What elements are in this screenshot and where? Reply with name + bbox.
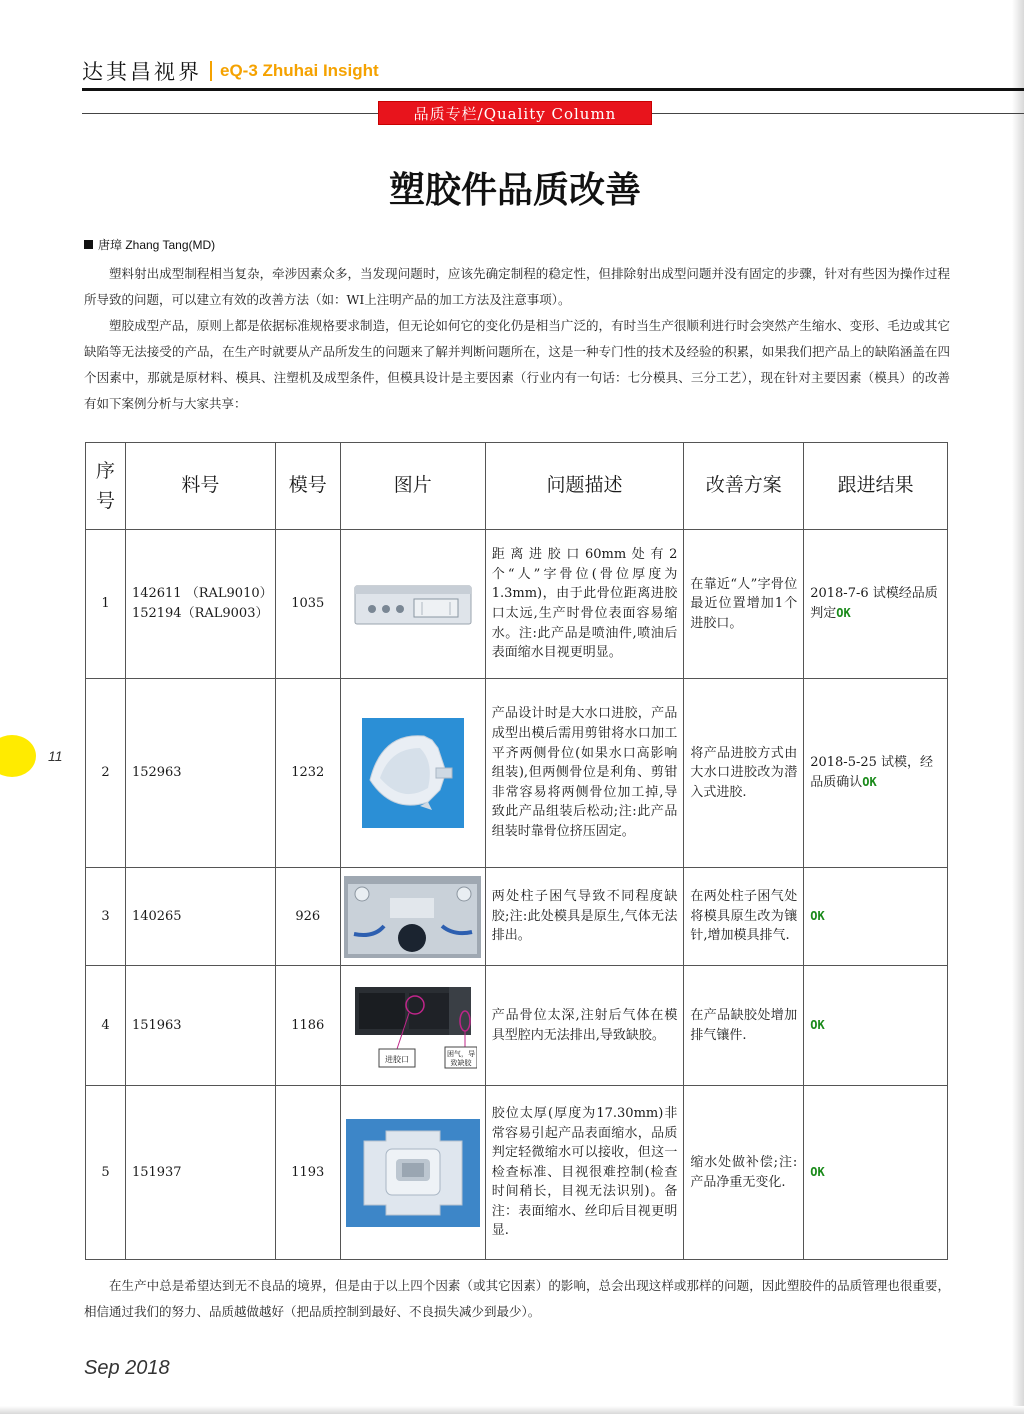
part-no-line: 142611 （RAL9010） <box>131 586 273 602</box>
case-table <box>85 442 948 1260</box>
cell-result <box>804 679 948 868</box>
cell-seq: 1 <box>86 530 126 679</box>
product-photo-dark-part <box>349 983 477 1069</box>
table-row <box>86 1086 948 1260</box>
trap-label-line1: 困气，导 <box>446 1049 475 1058</box>
part-no-line: 151963 <box>131 1017 182 1033</box>
cell-part-no <box>125 679 275 868</box>
ok-badge: OK <box>810 908 825 923</box>
header-solution: 改善方案 <box>684 443 804 530</box>
intro-paragraph-2: 塑胶成型产品，原则上都是依据标准规格要求制造，但无论如何它的变化仍是相当广泛的，有时当生产很顺利进行时会突然产生缩水、变形、毛边或其它缺陷等无法接受的产品，在生产时就要从产品所发生的问题来了解并判断问题所在，这是一种专门性的技术及经验的积累，如果我们把产品上的缺陷涵盖在四个因素中，那就是原材料、模具、注塑机及成型条件，但模具设计是主要因素（行业内有一句话：七分模具、三分工艺），现在针对主要因素（模具）的改善有如下案例分析与大家共享： <box>84 318 950 411</box>
closing-paragraph: 在生产中总是希望达到无不良品的境界，但是由于以上四个因素（或其它因素）的影响，总会出现这样或那样的问题，因此塑胶件的品质管理也很重要，相信通过我们的努力、品质越做越好（把品质控制到最好、不良损失减少到最少）。 <box>84 1278 950 1319</box>
author-name: 唐璋 Zhang Tang(MD) <box>98 238 216 252</box>
cell-part-no <box>125 966 275 1086</box>
gate-label: 进胶口 <box>384 1054 409 1064</box>
cell-problem: 两处柱子困气导致不同程度缺胶;注:此处模具是原生,气体无法排出。 <box>485 868 684 966</box>
intro-paragraph-1: 塑料射出成型制程相当复杂，牵涉因素众多，当发现问题时，应该先确定制程的稳定性，但排除射出成型问题并没有固定的步骤，针对有些因为操作过程所导致的问题，可以建立有效的改善方法（如：WI上注明产品的加工方法及注意事项）。 <box>84 266 950 307</box>
issue-date: Sep 2018 <box>84 1357 170 1379</box>
trap-label-line2: 致缺胶 <box>450 1058 472 1067</box>
cell-result <box>804 966 948 1086</box>
cell-part-no <box>125 1086 275 1260</box>
article-title: 塑胶件品质改善 <box>388 169 641 211</box>
table-row <box>86 679 948 868</box>
ok-badge: OK <box>836 606 851 620</box>
part-no-line: 151937 <box>131 1164 182 1180</box>
author-line <box>84 236 215 253</box>
product-photo-dome <box>362 718 464 828</box>
brand-chinese: 达其昌视界 <box>82 60 202 84</box>
cell-seq: 4 <box>86 966 126 1086</box>
masthead <box>82 56 379 86</box>
cell-seq: 5 <box>86 1086 126 1260</box>
cell-mold-no: 1186 <box>275 966 340 1086</box>
cell-solution: 在两处柱子困气处将模具原生改为镶针,增加模具排气. <box>684 868 804 966</box>
table-row <box>86 530 948 679</box>
cell-solution: 缩水处做补偿;注:产品净重无变化. <box>684 1086 804 1260</box>
ok-badge: OK <box>810 1164 825 1179</box>
part-no-line: 152963 <box>131 765 182 781</box>
cell-part-no <box>125 868 275 966</box>
cell-part-no <box>125 530 275 679</box>
cell-picture <box>340 530 485 679</box>
table-header-row <box>86 443 948 530</box>
column-tag: 品质专栏/Quality Column <box>378 101 652 125</box>
cell-picture <box>340 868 485 966</box>
cell-seq: 3 <box>86 868 126 966</box>
product-photo-cover <box>344 876 481 958</box>
cell-problem: 产品骨位太深,注射后气体在模具型腔内无法排出,导致缺胶。 <box>485 966 684 1086</box>
cell-problem: 胶位太厚(厚度为17.30mm)非常容易引起产品表面缩水，品质判定轻微缩水可以接收，但这一检查标准、目视很难控制(检查时间稍长，目视无法识别)。备注：表面缩水、丝印后目视更明显. <box>485 1086 684 1260</box>
cell-result <box>804 530 948 679</box>
cell-seq: 2 <box>86 679 126 868</box>
result-text: 2018-7-6 试模经品质判定 <box>810 586 938 621</box>
cell-picture <box>340 679 485 868</box>
brand-separator <box>210 61 212 81</box>
product-photo-frame <box>346 1119 480 1227</box>
table-row <box>86 966 948 1086</box>
page-marker-dot <box>0 735 36 777</box>
cell-picture <box>340 1086 485 1260</box>
page-number: 11 <box>48 748 63 764</box>
header-problem: 问题描述 <box>485 443 684 530</box>
cell-solution: 在靠近“人”字骨位最近位置增加1个进胶口。 <box>684 530 804 679</box>
header-part-no: 料号 <box>125 443 275 530</box>
header-seq: 序号 <box>86 443 126 530</box>
result-text: 2018-5-25 试模，经品质确认 <box>810 755 934 790</box>
ok-badge: OK <box>862 775 877 789</box>
table-row <box>86 868 948 966</box>
header-picture: 图片 <box>340 443 485 530</box>
bullet-square-icon <box>84 240 93 249</box>
cell-mold-no: 1232 <box>275 679 340 868</box>
cell-result <box>804 1086 948 1260</box>
cell-mold-no: 1035 <box>275 530 340 679</box>
page-edge-shadow-bottom <box>0 1406 1024 1414</box>
cell-solution: 将产品进胶方式由大水口进胶改为潜入式进胶. <box>684 679 804 868</box>
ok-badge: OK <box>810 1017 825 1032</box>
cell-mold-no: 926 <box>275 868 340 966</box>
brand-english: eQ-3 Zhuhai Insight <box>220 61 379 80</box>
cell-problem: 距离进胶口60mm处有2个“人”字骨位(骨位厚度为1.3mm)，由于此骨位距离进胶口太远,生产时骨位表面容易缩水。注:此产品是喷油件,喷油后表面缩水目视更明显。 <box>485 530 684 679</box>
part-no-line: 140265 <box>131 908 182 924</box>
cell-mold-no: 1193 <box>275 1086 340 1260</box>
header-mold-no: 模号 <box>275 443 340 530</box>
cell-picture <box>340 966 485 1086</box>
product-photo-housing <box>354 582 472 626</box>
cell-solution: 在产品缺胶处增加排气镶件. <box>684 966 804 1086</box>
cell-problem: 产品设计时是大水口进胶，产品成型出模后需用剪钳将水口加工平齐两侧骨位(如果水口高影响组装),但两侧骨位是利角、剪钳非常容易将两侧骨位加工掉,导致此产品组装后松动;注:此产品组装时靠骨位挤压固定。 <box>485 679 684 868</box>
part-no-line: 152194（RAL9003） <box>131 606 269 621</box>
header-rule-thick <box>82 88 1024 91</box>
header-result: 跟进结果 <box>804 443 948 530</box>
cell-result <box>804 868 948 966</box>
